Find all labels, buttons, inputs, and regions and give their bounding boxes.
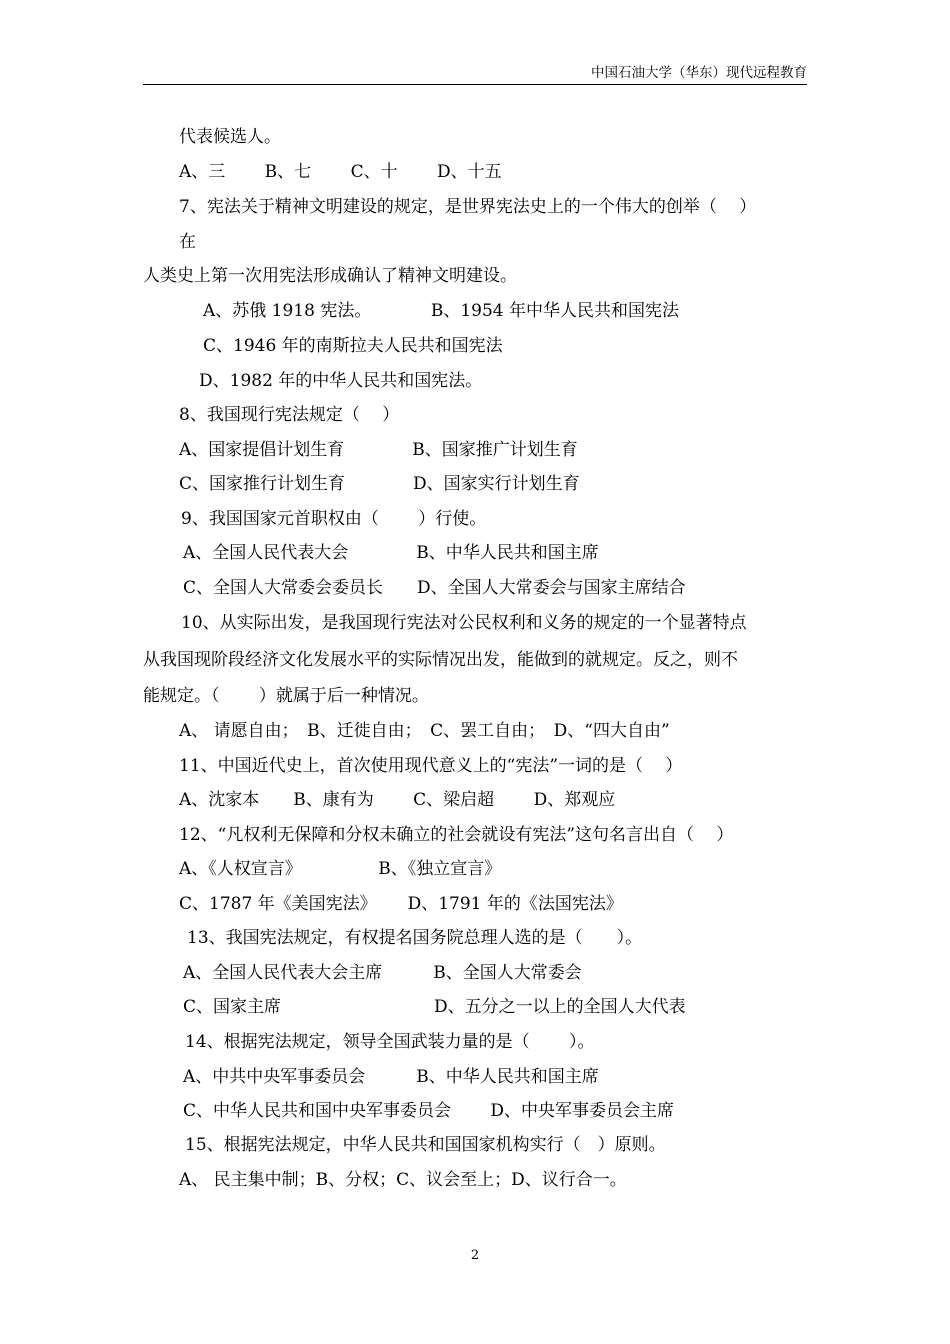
text-line: A、中共中央军事委员会 B、中华人民共和国主席 <box>183 1067 599 1087</box>
text-line: 在 <box>179 232 196 252</box>
text-line: C、国家主席 D、五分之一以上的全国人大代表 <box>183 997 686 1017</box>
text-line: 9、我国国家元首职权由（ ）行使。 <box>181 509 487 529</box>
text-line: C、国家推行计划生育 D、国家实行计划生育 <box>179 474 580 494</box>
text-line: 8、我国现行宪法规定（ ） <box>179 405 400 425</box>
text-line: 15、根据宪法规定，中华人民共和国国家机构实行（ ）原则。 <box>185 1135 666 1155</box>
text-line: A、苏俄 1918 宪法。 B、1954 年中华人民共和国宪法 <box>203 301 680 321</box>
text-line: C、1787 年《美国宪法》 D、1791 年的《法国宪法》 <box>179 894 623 914</box>
text-line: 12、“凡权利无保障和分权未确立的社会就设有宪法”这句名言出自（ ） <box>179 825 734 845</box>
text-line: 14、根据宪法规定，领导全国武装力量的是（ ）。 <box>185 1032 595 1052</box>
header-title: 中国石油大学（华东）现代远程教育 <box>591 65 807 81</box>
text-line: 13、我国宪法规定，有权提名国务院总理人选的是（ ）。 <box>187 928 643 948</box>
text-line: 从我国现阶段经济文化发展水平的实际情况出发，能做到的就规定。反之，则不 <box>143 650 738 670</box>
text-line: D、1982 年的中华人民共和国宪法。 <box>199 371 483 391</box>
text-line: 7、宪法关于精神文明建设的规定，是世界宪法史上的一个伟大的创举（ ） <box>179 197 757 217</box>
text-line: 人类史上第一次用宪法形成确认了精神文明建设。 <box>143 266 517 286</box>
text-line: A、三 B、七 C、十 D、十五 <box>179 162 502 182</box>
text-line: 能规定。（ ）就属于后一种情况。 <box>143 686 429 706</box>
text-line: A、沈家本 B、康有为 C、梁启超 D、郑观应 <box>179 790 616 810</box>
text-line: A、全国人民代表大会 B、中华人民共和国主席 <box>183 543 599 563</box>
text-line: 11、中国近代史上，首次使用现代意义上的“宪法”一词的是（ ） <box>179 756 683 776</box>
text-line: C、全国人大常委会委员长 D、全国人大常委会与国家主席结合 <box>183 578 686 598</box>
text-line: C、1946 年的南斯拉夫人民共和国宪法 <box>203 336 503 356</box>
text-line: A、 民主集中制；B、分权；C、议会至上；D、议行合一。 <box>179 1170 627 1190</box>
text-line: A、国家提倡计划生育 B、国家推广计划生育 <box>179 440 578 460</box>
page-number: 2 <box>470 1248 480 1263</box>
text-line: 代表候选人。 <box>179 127 281 147</box>
text-line: 10、从实际出发，是我国现行宪法对公民权利和义务的规定的一个显著特点 <box>181 613 747 633</box>
text-line: A、全国人民代表大会主席 B、全国人大常委会 <box>183 963 582 983</box>
text-line: A、《人权宣言》 B、《独立宣言》 <box>179 859 502 879</box>
text-line: A、 请愿自由； B、迁徙自由； C、罢工自由； D、“四大自由” <box>179 721 670 741</box>
page-header <box>143 64 807 85</box>
text-line: C、中华人民共和国中央军事委员会 D、中央军事委员会主席 <box>183 1101 675 1121</box>
